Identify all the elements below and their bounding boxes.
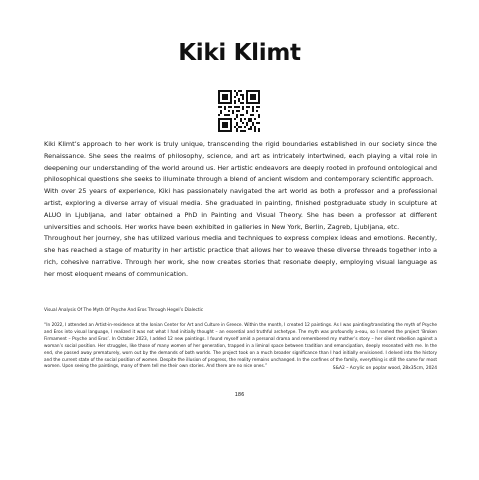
artist-bio [44,139,437,281]
qr-code-icon [218,90,260,132]
artist-quote: “In 2022, I attended an Artist-in-residence at the Ionian Center for Art and Culture in Greece. Within the month, I created 12 paintings. As I was painting/translating the myth of Psyche and Eros into visual language, I realized it was not what I had initially thought – an essential and truthful archetype. The myth was profoundly a-eau, so I named the project ‘Broken Firmament – Psyche and Eros’. In October 2023, I added 12 new paintings. I found myself amid a personal drama and remembered my mother’s story – her silent rebellion against a woman’s social position. Her struggles, like those of many women of her generation, trapped in a liminal space between tradition and emancipation, deeply resonated with me. In the end, she passed away prematurely, worn out by the demands of both worlds. The project took on a much broader significance than I had initially envisioned. I delved into the history and the current state of the social position of women. Despite the illusion of progress, the reality remains unchanged. In the confines of the family, everything is still the same for most women. Upon seeing the paintings, many of them tell me their own stories. And there are no nice ones.” [44,323,437,370]
bio-paragraph: Kiki Klimt’s approach to her work is truly unique, transcending the rigid boundaries established in our society since the Renaissance. She sees the realms of philosophy, science, and art as intricately intertwined, each playing a vital role in deepening our understanding of the world around us. Her artistic endeavors are deeply rooted in profound ontological and philosophical questions she seeks to illuminate through a blend of ancient wisdom and contemporary scientific approach. [44,140,437,184]
artwork-caption: S&A2 – Acrylic on poplar wood, 28x35cm, 2024 [332,366,437,371]
analysis-label: Visual Analysis Of The Myth Of Psyche And Eros Through Hegel’s Dialectic [44,308,204,313]
bio-paragraph: With over 25 years of experience, Kiki has passionately navigated the art world as both a professor and a professional artist, exploring a diverse array of visual media. She graduated in painting, finished postgraduate study in sculpture at ALUO in Ljubljana, and later obtained a PhD in Painting and Visual Theory. She has been a professor at different universities and schools. Her works have been exhibited in galleries in New York, Berlin, Zagreb, Ljubljana, etc. [44,187,437,231]
artist-name: Kiki Klimt [178,40,301,66]
page-number: 186 [234,392,245,398]
bio-paragraph: Throughout her journey, she has utilized various media and techniques to express complex ideas and emotions. Recently, she has reached a stage of maturity in her artistic practice that allows her to weave these diverse threads together into a rich, cohesive narrative. Through her work, she now creates stories that resonate deeply, employing visual language as her most eloquent means of communication. [44,234,437,278]
